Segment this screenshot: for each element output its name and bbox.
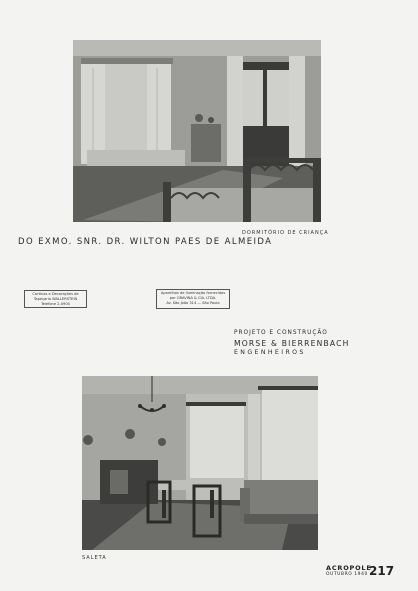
caption-childs-bedroom: DORMITÓRIO DE CRIANÇA bbox=[242, 230, 329, 236]
caption-sitting-room: SALETA bbox=[82, 555, 107, 561]
project-credit bbox=[234, 330, 350, 356]
credit-lighting-line: por GRAVINA & CIA. LTDA. bbox=[169, 296, 217, 300]
photo-sitting-room bbox=[82, 376, 318, 550]
credit-curtains-line: Cortinas e Decorações de bbox=[32, 292, 79, 296]
issue-date: OUTUBRO 1940 bbox=[326, 572, 368, 577]
owner-line: DO EXMO. SNR. DR. WILTON PAES DE ALMEIDA bbox=[18, 237, 273, 247]
page-footer bbox=[326, 564, 396, 584]
credit-curtains bbox=[24, 290, 87, 308]
credit-lighting-line: Aparelhos de iluminação fornecidos bbox=[160, 291, 226, 295]
credit-curtains-line: Tapeçaria WALLERSTEIN bbox=[33, 297, 78, 301]
page-number: 217 bbox=[369, 564, 395, 578]
credit-lighting-line: Av. São João 314 — São Paulo bbox=[166, 301, 220, 305]
credit-curtains-line: Telefone 2-0900 bbox=[41, 302, 70, 306]
firm-name: MORSE & BIERRENBACH bbox=[234, 339, 350, 348]
photo-childs-bedroom bbox=[73, 40, 321, 222]
magazine-name: ACROPOLE bbox=[326, 564, 372, 572]
project-label: PROJETO E CONSTRUÇÃO bbox=[234, 330, 328, 336]
firm-subtitle: ENGENHEIROS bbox=[234, 349, 306, 356]
credit-lighting bbox=[156, 289, 230, 309]
